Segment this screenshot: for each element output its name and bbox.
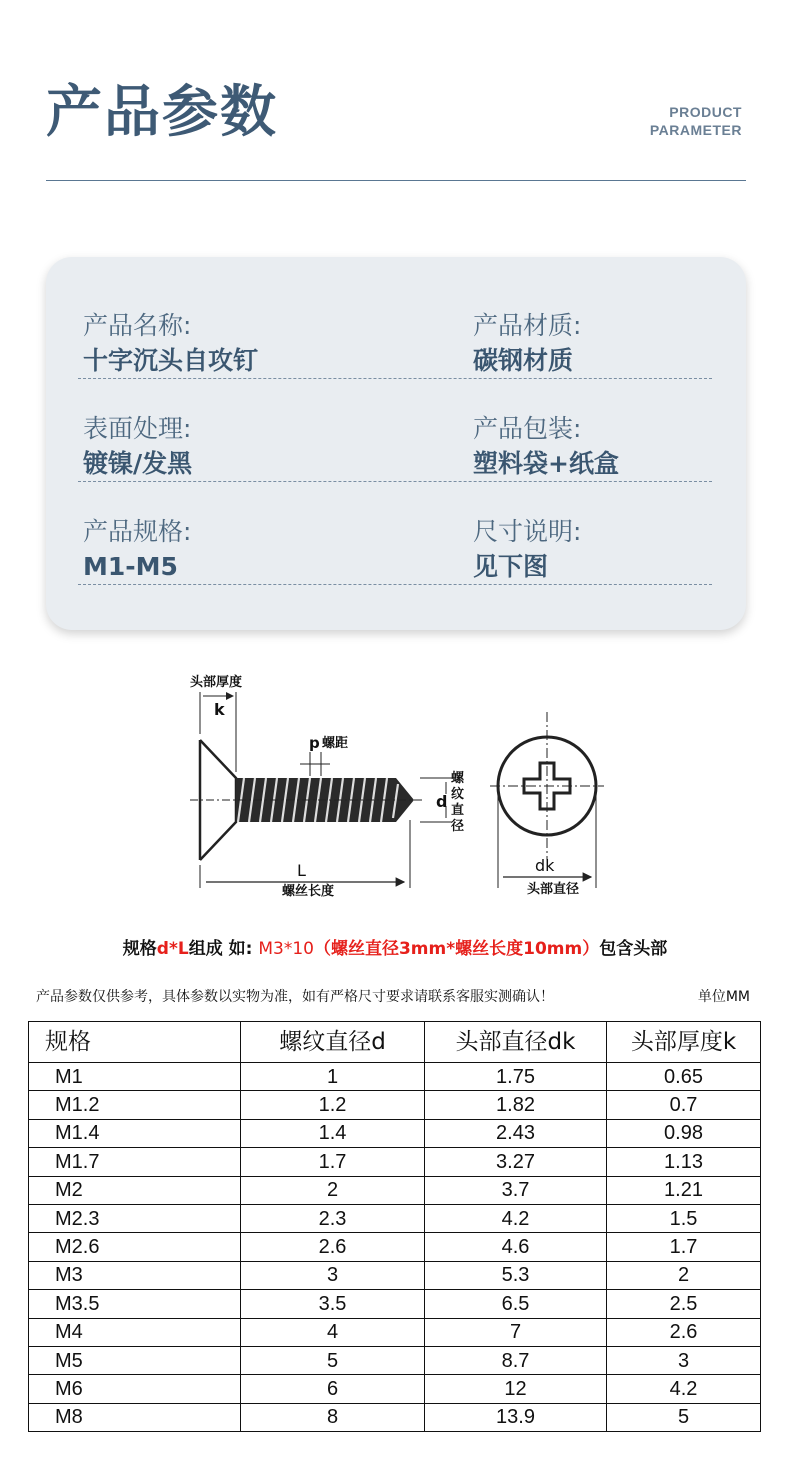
label-d: d [436,792,448,811]
table-row [29,1063,761,1091]
table-row [29,1204,761,1232]
param-dimension [473,481,581,583]
spec-table [28,1021,761,1432]
param-label: 表面处理: [83,414,192,443]
table-cell: 3 [241,1261,425,1289]
table-cell: 5 [607,1403,761,1431]
table-cell: 1.7 [241,1148,425,1176]
table-row [29,1176,761,1204]
param-value: M1-M5 [83,552,178,581]
param-label: 产品材质: [473,311,582,340]
label-head-thickness: 头部厚度 [190,675,243,690]
header-divider [46,180,746,181]
label-head-diameter: 头部直径 [527,882,580,897]
table-cell: 3.7 [425,1176,607,1204]
table-cell: 4.2 [425,1204,607,1232]
table-row [29,1375,761,1403]
table-cell: 13.9 [425,1403,607,1431]
param-label: 产品名称: [83,311,192,340]
param-value: 塑料袋+纸盒 [473,449,619,478]
param-label: 产品包装: [473,414,582,443]
page-subtitle-en [650,103,742,139]
table-cell: 2.5 [607,1290,761,1318]
col-header: 头部直径dk [425,1022,607,1063]
table-cell: M6 [29,1375,241,1403]
table-row [29,1290,761,1318]
table-cell: 1.75 [425,1063,607,1091]
table-row [29,1261,761,1289]
label-thread-dia-1: 螺 [451,771,465,786]
table-cell: 1.82 [425,1091,607,1119]
col-header: 螺纹直径d [241,1022,425,1063]
caption-example: M3*10 [258,939,314,959]
param-material [473,275,581,377]
label-p: p [309,734,320,752]
table-cell: 7 [425,1318,607,1346]
param-spec [83,481,191,583]
table-cell: 3 [607,1346,761,1374]
parameter-card [46,257,746,630]
table-cell: M4 [29,1318,241,1346]
table-cell: 1.7 [607,1233,761,1261]
table-cell: 2.6 [241,1233,425,1261]
param-label: 尺寸说明: [473,517,582,546]
table-cell: M8 [29,1403,241,1431]
param-surface [83,378,192,480]
table-row [29,1318,761,1346]
col-header: 规格 [29,1022,241,1063]
table-cell: M1.2 [29,1091,241,1119]
caption-dl: d*L [156,939,189,959]
table-cell: 1.4 [241,1119,425,1147]
table-row [29,1148,761,1176]
table-row [29,1403,761,1431]
table-cell: M3.5 [29,1290,241,1318]
param-packaging [473,378,619,480]
disclaimer-note: 产品参数仅供参考，具体参数以实物为准，如有严格尺寸要求请联系客服实测确认！ [36,989,554,1005]
param-row-2 [78,378,712,482]
param-row-1 [78,275,712,379]
table-cell: 3.5 [241,1290,425,1318]
table-cell: 2 [607,1261,761,1289]
table-cell: M2 [29,1176,241,1204]
param-value: 镀镍/发黑 [83,449,193,478]
table-cell: 1 [241,1063,425,1091]
table-cell: 8 [241,1403,425,1431]
param-value: 碳钢材质 [473,346,574,375]
table-cell: 1.2 [241,1091,425,1119]
table-cell: 5.3 [425,1261,607,1289]
spec-caption [0,934,790,959]
page-title: 产品参数 [46,80,278,145]
label-k: k [214,700,225,719]
table-cell: 4.6 [425,1233,607,1261]
table-cell: M3 [29,1261,241,1289]
table-cell: 2 [241,1176,425,1204]
subtitle-line-1: PRODUCT [669,104,742,120]
table-cell: 3.27 [425,1148,607,1176]
label-L: L [297,861,306,880]
label-dk: dk [535,856,555,875]
param-name [83,275,258,377]
caption-example-detail: （螺丝直径3mm*螺丝长度10mm） [313,939,600,959]
table-cell: M5 [29,1346,241,1374]
label-thread-dia-4: 径 [451,819,465,834]
table-row [29,1119,761,1147]
table-cell: 12 [425,1375,607,1403]
table-cell: 1.21 [607,1176,761,1204]
table-cell: 2.43 [425,1119,607,1147]
table-cell: 0.65 [607,1063,761,1091]
table-cell: 2.3 [241,1204,425,1232]
table-cell: 4 [241,1318,425,1346]
table-row [29,1346,761,1374]
param-row-3 [78,481,712,585]
table-cell: 4.2 [607,1375,761,1403]
table-cell: M2.3 [29,1204,241,1232]
col-header: 头部厚度k [607,1022,761,1063]
table-header-row [29,1022,761,1063]
caption-part: 包含头部 [599,939,668,959]
table-cell: 6 [241,1375,425,1403]
table-cell: M2.6 [29,1233,241,1261]
screw-side-view [190,692,452,888]
unit-label: 单位MM [697,989,750,1005]
table-cell: 1.5 [607,1204,761,1232]
label-thread-length: 螺丝长度 [282,884,335,899]
table-cell: 0.98 [607,1119,761,1147]
table-cell: M1.4 [29,1119,241,1147]
label-thread-dia-2: 纹 [451,787,465,802]
label-thread-dia-3: 直 [451,803,465,818]
table-cell: M1 [29,1063,241,1091]
table-cell: 5 [241,1346,425,1374]
param-value: 十字沉头自攻钉 [83,346,259,375]
param-value: 见下图 [473,552,549,581]
table-cell: 0.7 [607,1091,761,1119]
table-cell: 2.6 [607,1318,761,1346]
table-cell: 6.5 [425,1290,607,1318]
caption-part: 组成 如: [188,939,253,959]
table-cell: 1.13 [607,1148,761,1176]
param-label: 产品规格: [83,517,192,546]
table-cell: M1.7 [29,1148,241,1176]
subtitle-line-2: PARAMETER [649,122,742,138]
label-pitch: 螺距 [322,736,349,751]
caption-part: 规格 [122,939,157,959]
screw-dimension-diagram [0,660,790,910]
table-row [29,1233,761,1261]
table-cell: 8.7 [425,1346,607,1374]
table-row [29,1091,761,1119]
